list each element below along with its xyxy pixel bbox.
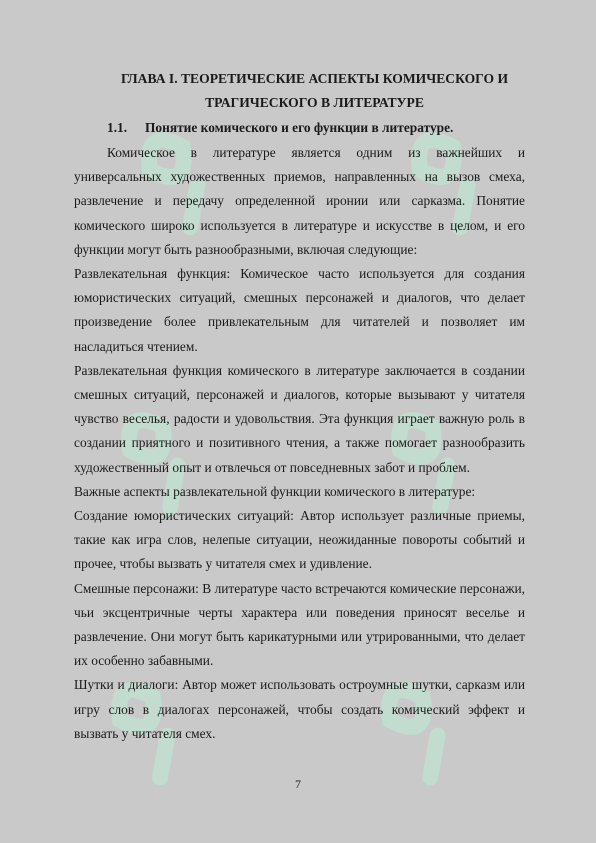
- section-title-text: Понятие комического и его функции в литературе.: [145, 120, 454, 135]
- page-content: [74, 67, 525, 746]
- chapter-title-line-2: ТРАГИЧЕСКОГО В ЛИТЕРАТУРЕ: [205, 95, 424, 110]
- page-number: 7: [295, 777, 301, 791]
- section-title: [74, 115, 525, 141]
- chapter-title: [74, 67, 525, 115]
- paragraph-entertainment-detail: Развлекательная функция комического в литературе заключается в создании смешных ситуаций, персонажей и диалогов, которые вызывают у читателя чувство веселья, радости и удовольствия. Эта функция играет важную роль в создании приятного и позитивного чтения, а также помогает разнообразить художественный опыт и отвлечься от повседневных забот и проблем.: [74, 362, 525, 475]
- paragraph-aspects-heading: Важные аспекты развлекательной функции комического в литературе:: [74, 483, 476, 499]
- chapter-title-line-1: ГЛАВА I. ТЕОРЕТИЧЕСКИЕ АСПЕКТЫ КОМИЧЕСКОГО И: [120, 71, 509, 86]
- section-number: 1.1.: [107, 120, 128, 135]
- paragraph-funny-characters: Смешные персонажи: В литературе часто встречаются комические персонажи, чьи эксцентричные черты характера или поведения приносят веселье и развлечение. Они могут быть карикатурными или утрированными, что делает их особенно забавными.: [74, 580, 525, 669]
- paragraph-jokes-dialogues: Шутки и диалоги: Автор может использовать остроумные шутки, сарказм или игру слов в диалогах персонажей, чтобы создать комический эффект и вызвать у читателя смех.: [74, 677, 525, 741]
- paragraph-entertainment-function: Развлекательная функция: Комическое часто используется для создания юмористических ситуаций, смешных персонажей и диалогов, что делает произведение более привлекательным для читателей и позволяет им насладиться чтением.: [74, 266, 525, 354]
- paragraph-humorous-situations: Создание юмористических ситуаций: Автор использует различные приемы, такие как игра слов, нелепые ситуации, неожиданные повороты событий и прочее, чтобы вызвать у читателя смех и удивление.: [74, 508, 525, 572]
- paragraph-intro: Комическое в литературе является одним из важнейших и универсальных художественных приемов, направленных на вызов смеха, развлечение и передачу определенной иронии или сарказма. Понятие комического широко используется в литературе и искусстве в целом, и его функции могут быть разнообразными, включая следующие:: [74, 145, 525, 257]
